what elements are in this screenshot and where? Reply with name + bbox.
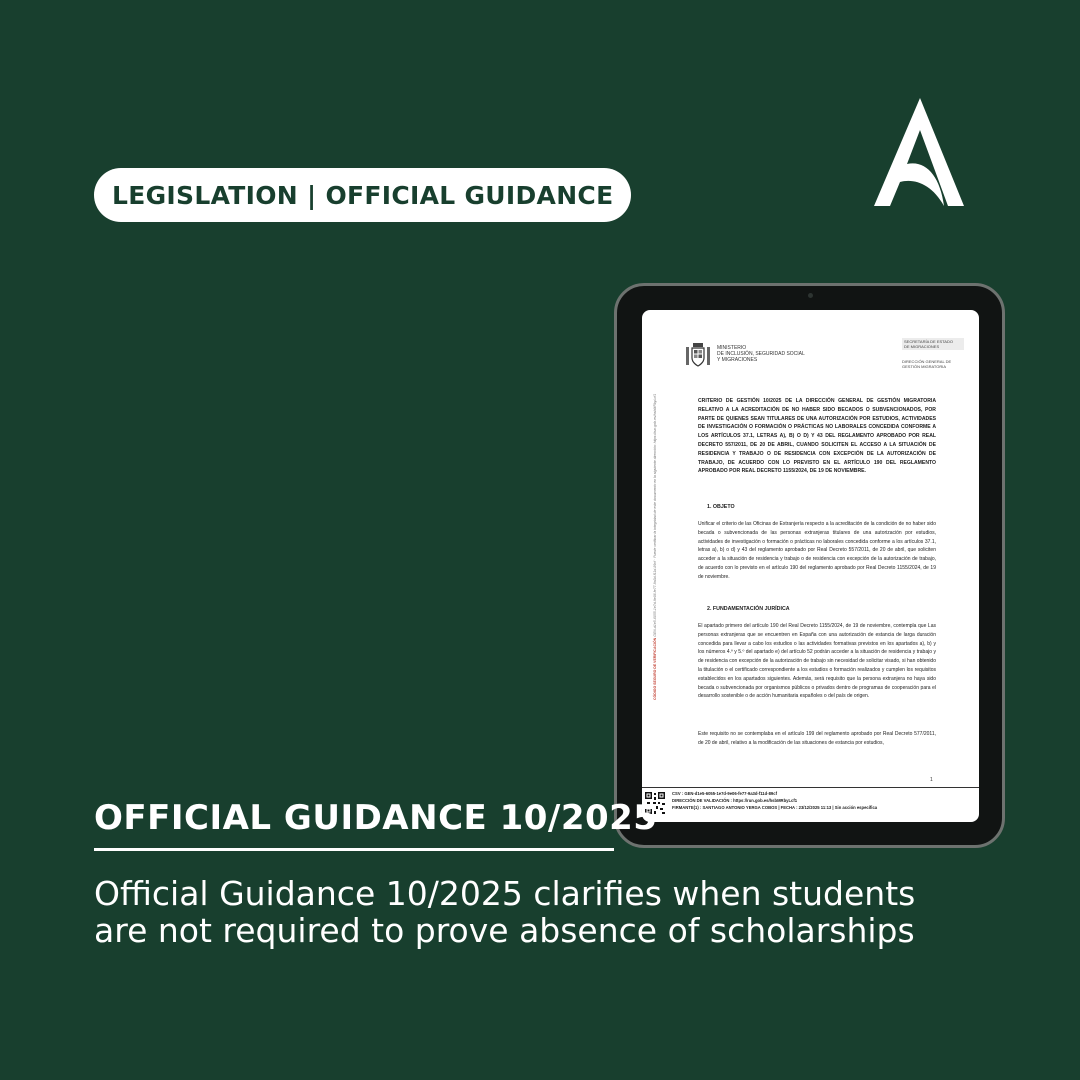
headline: OFFICIAL GUIDANCE 10/2025 [94,798,658,838]
category-pill [94,168,631,222]
headline-underline [94,848,614,851]
category-pill-label: LEGISLATION | OFFICIAL GUIDANCE [112,180,614,210]
section-text-objeto: Unificar el criterio de las Oficinas de Extranjería respecto a la acreditación de la condición de no haber sido becada o subvencionada de las personas extranjeras titulares de una autorización por estudios, actividades de investigación o formación o prácticas no laborales concedida conforme a los artículos 37.1, letras a), b) o d) y 43 del reglamento aprobado por Real Decreto 557/2011, de 20 de abril, que soliciten acceder a la situación de residencia y trabajo o de residencia con excepción de la autorización de trabajo, de acuerdo con lo previsto en el artículo 190 del reglamento aprobado por Real Decreto 1155/2024, de 19 de noviembre. [698,521,936,580]
document-page [642,310,979,822]
section-heading-objeto: 1. OBJETO [707,504,735,510]
section-text-fundamentacion: El apartado primero del artículo 190 del Real Decreto 1155/2024, de 19 de noviembre, contempla que Las personas extranjeras que se encuentren en España con una autorización de estancia de larga duración concedida para llevar a cabo los estudios o las actividades formativas previstos en los apartados a), b) y los números 4.º y 5.º del apartado e) del artículo 52 podrán acceder a la situación de residencia y trabajo y de residencia con excepción de la autorización de trabajo sin necesidad de solicitar visado, si han obtenido la titulación o el certificado correspondiente a los estudios o formación realizados y cumplen los requisitos establecidos en los apartados siguientes. Además, será requisito que la persona extranjera no haya sido becada o subvencionada por organismos públicos o privados dentro de programas de cooperación para el desarrollo sostenible o de acción humanitaria españoles o del país de origen. [698,623,936,700]
section-text-fundamentacion-2: Este requisito no se contemplaba en el artículo 199 del reglamento aprobado por Real Decreto 577/2011, de 20 de abril, relativo a la modificación de las situaciones de estancia por estudios, [698,731,936,746]
footer-firmante: FIRMANTE(1) : SANTIAGO ANTONIO YERGA COBOS | FECHA : 23/12/2025 11:13 | Sin acción específica [672,805,878,810]
footer-csv: CSV : GEN-d1e5-6055-1e7d-9e06-fe77-9a3d-f11d-89cf [672,791,777,796]
secretaria-block: SECRETARÍA DE ESTADO DE MIGRACIONES DIRECCIÓN GENERAL DE GESTIÓN MIGRATORIA [902,338,964,369]
subtitle: Official Guidance 10/2025 clarifies when students are not required to prove absence of scholarships [94,874,916,950]
verification-side-stamp [646,360,657,700]
document-header [684,338,964,378]
a-logo-icon [874,98,964,210]
footer-validacion: DIRECCIÓN DE VALIDACIÓN : https://run.gob.es/hsbMRbyLcf1 [672,798,798,803]
section-heading-fundamentacion: 2. FUNDAMENTACIÓN JURÍDICA [707,606,790,612]
tablet-mockup [614,283,1005,848]
ministry-name: MINISTERIO DE INCLUSIÓN, SEGURIDAD SOCIAL Y MIGRACIONES [717,345,805,363]
coat-of-arms-icon [684,341,712,369]
document-footer [672,790,972,811]
side-stamp-text: GEN-d1e5-6055-1e7d-9e06-fe77-9a3d-f11d-89cf · Puede verificar la integridad de este documento en la siguiente dirección: https://run.gob.es/hsbMRbyLcf1 [653,393,657,637]
side-stamp-red: CÓDIGO SEGURO DE VERIFICACIÓN [653,637,657,700]
page-number: 1 [930,777,933,783]
camera-dot [808,293,813,298]
document-title: CRITERIO DE GESTIÓN 10/2025 DE LA DIRECCIÓN GENERAL DE GESTIÓN MIGRATORIA RELATIVO A LA ACREDITACIÓN DE NO HABER SIDO BECADOS O SUBVENCIONADOS, POR PARTE DE QUIENES SEAN TITULARES DE UNA AUTORIZACIÓN POR ESTUDIOS, ACTIVIDADES DE INVESTIGACIÓN O FORMACIÓN O PRÁCTICAS NO LABORALES CONCEDIDA CONFORME A LOS ARTÍCULOS 37.1, LETRAS A), B) O D) Y 43 DEL REGLAMENTO APROBADO POR REAL DECRETO 557/2011, DE 20 DE ABRIL, CUANDO SOLICITEN EL ACCESO A LA SITUACIÓN DE RESIDENCIA Y TRABAJO O DE RESIDENCIA CON EXCEPCIÓN DE LA AUTORIZACIÓN DE TRABAJO, DE ACUERDO CON LO PREVISTO EN EL ARTÍCULO 190 DEL REGLAMENTO APROBADO POR REAL DECRETO 1155/2024, DE 19 DE NOVIEMBRE. [698,398,936,475]
footer-divider [642,787,979,788]
